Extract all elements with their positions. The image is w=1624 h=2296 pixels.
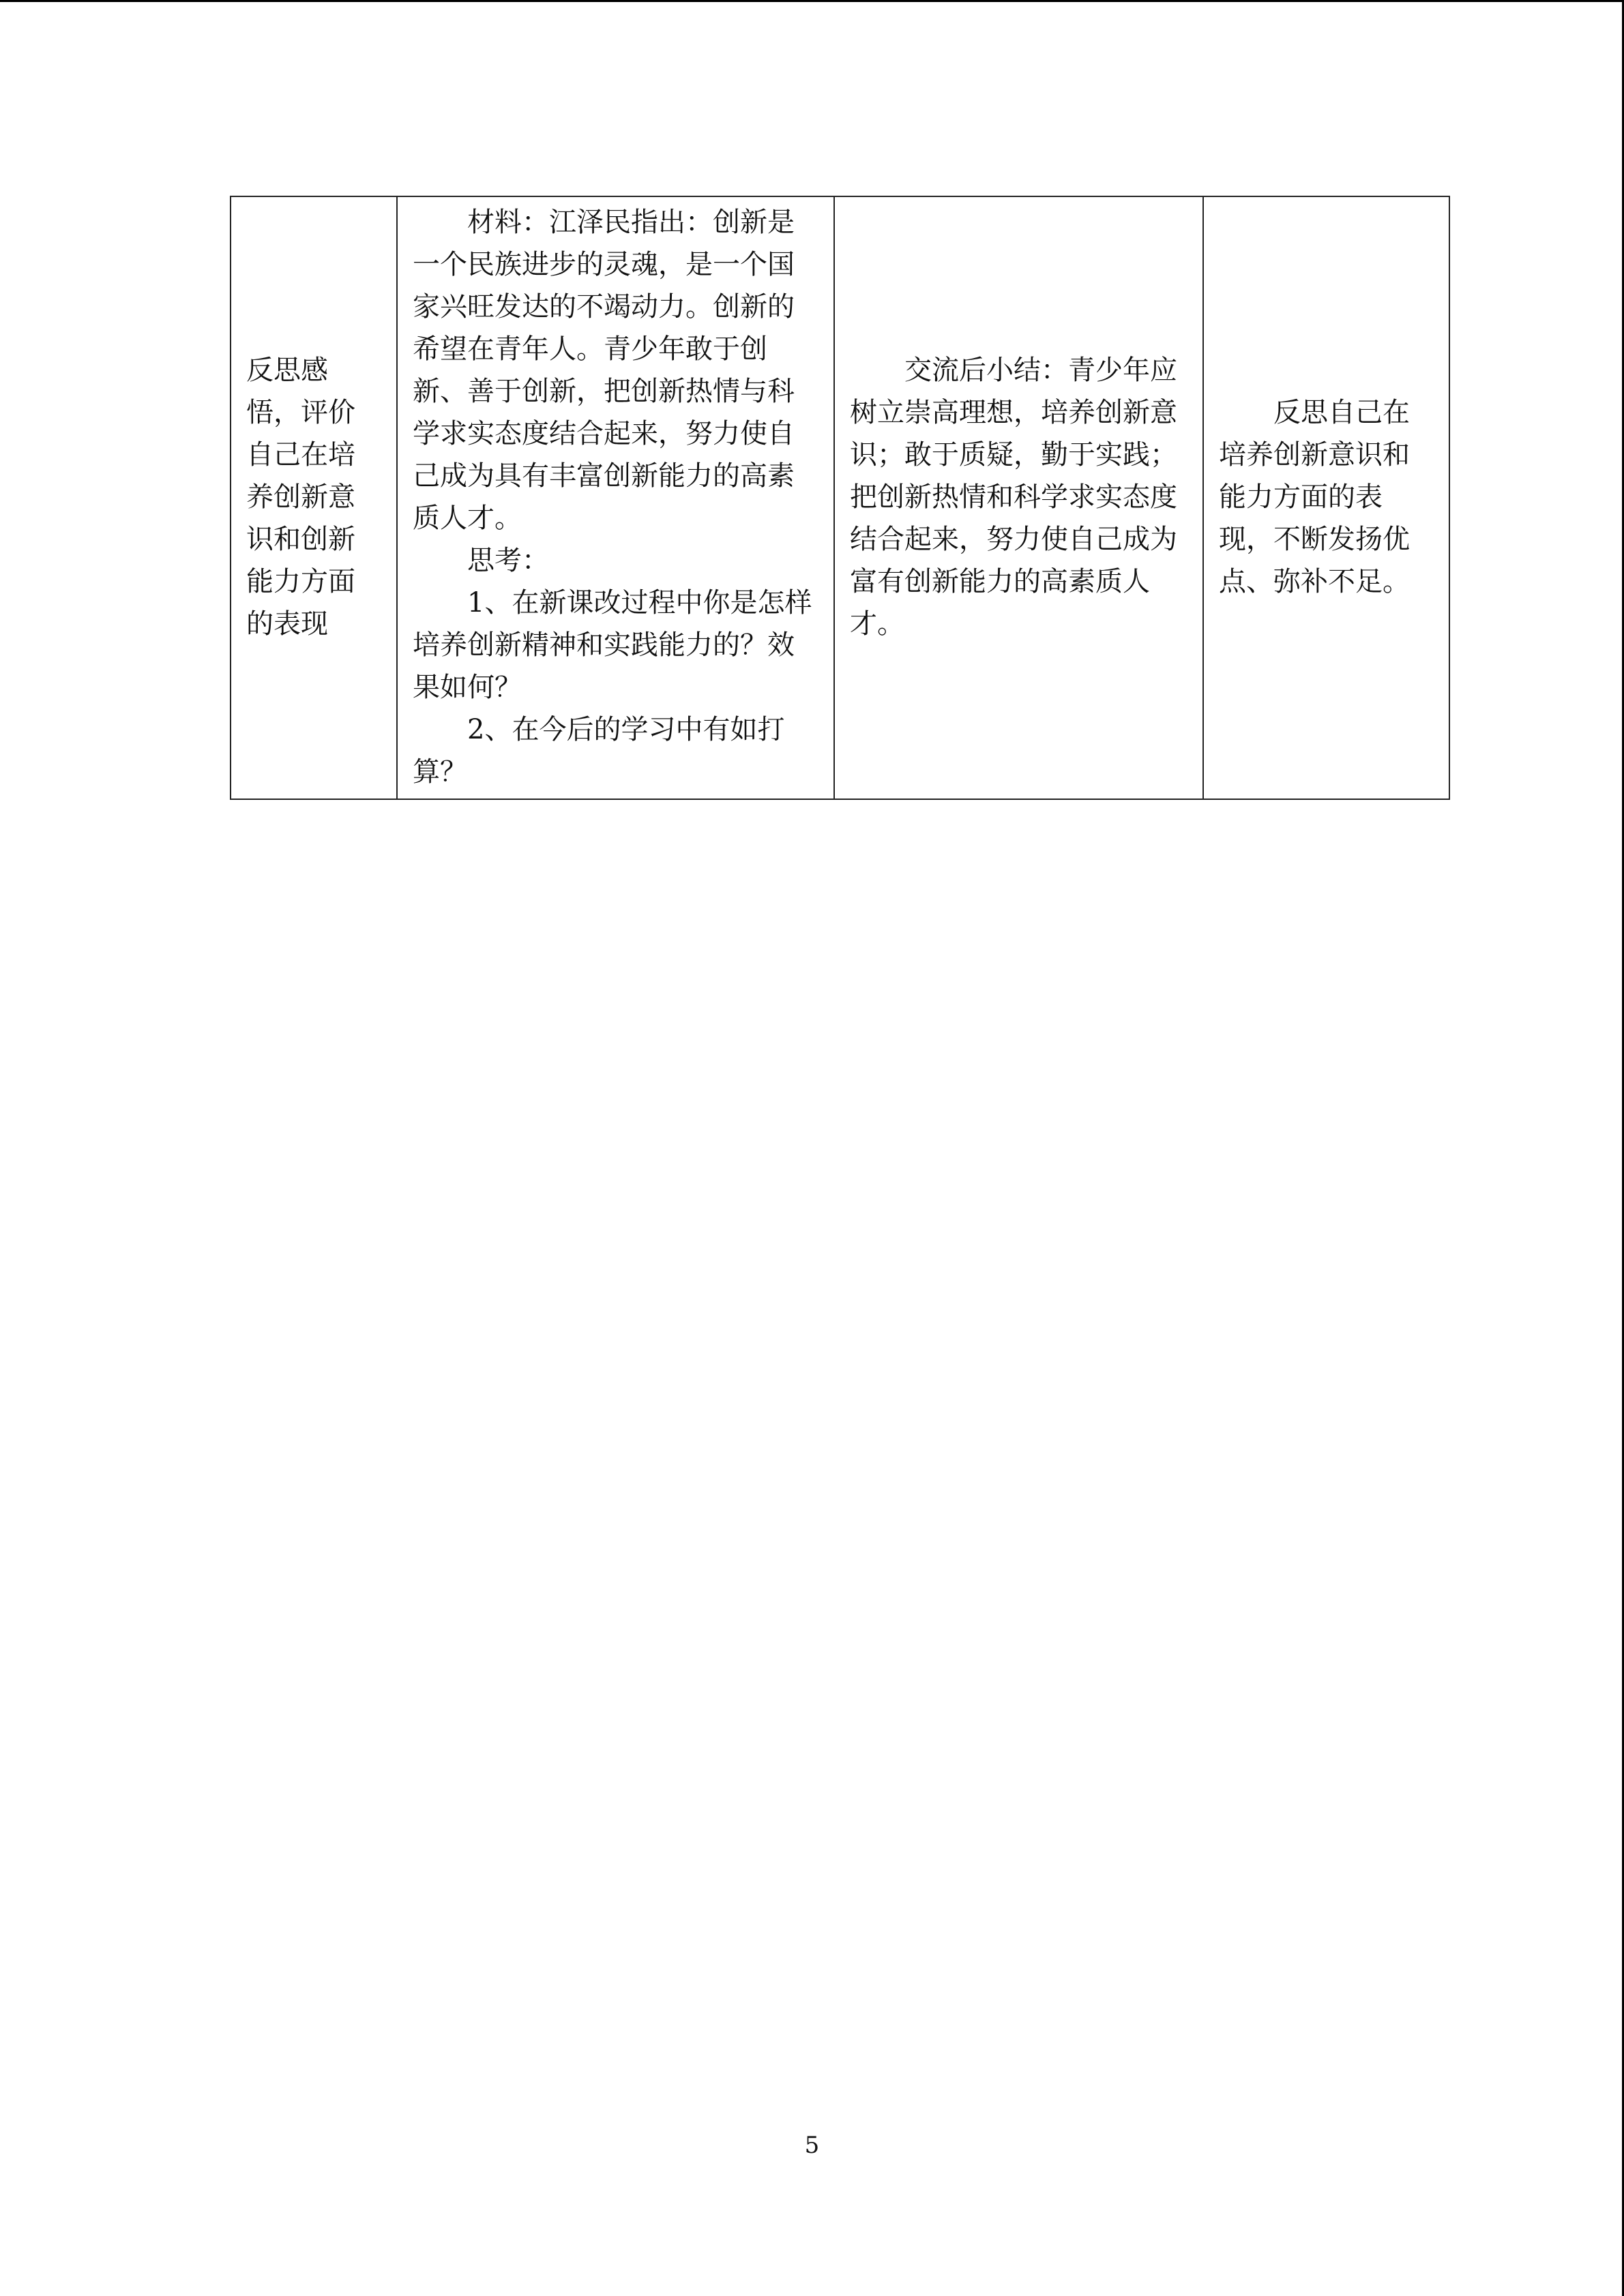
question-1: 1、在新课改过程中你是怎样培养创新精神和实践能力的？效果如何？ <box>413 587 812 703</box>
page-top-border <box>0 0 1624 2</box>
activity-text: 反思感悟，评价自己在培养创新意识和创新能力方面的表现 <box>246 355 355 640</box>
page-number: 5 <box>804 2132 820 2159</box>
activity-cell <box>231 196 397 799</box>
lesson-plan-table <box>230 196 1450 800</box>
material-paragraph: 材料：江泽民指出：创新是一个民族进步的灵魂，是一个国家兴旺发达的不竭动力。创新的希望在青年人。青少年敢于创新、善于创新，把创新热情与科学求实态度结合起来，努力使自己成为具有丰富创新能力的高素质人才。 <box>413 207 795 534</box>
teacher-summary-text: 交流后小结：青少年应树立崇高理想，培养创新意识；敢于质疑，勤于实践；把创新热情和科学求实态度结合起来，努力使自己成为富有创新能力的高素质人才。 <box>850 355 1177 640</box>
think-label: 思考： <box>467 545 549 576</box>
question-2: 2、在今后的学习中有如打算？ <box>413 714 785 788</box>
student-activity-text: 反思自己在培养创新意识和能力方面的表现，不断发扬优点、弥补不足。 <box>1219 397 1410 597</box>
materials-cell <box>397 196 834 799</box>
teacher-summary-cell <box>834 196 1203 799</box>
student-activity-cell <box>1203 196 1449 799</box>
table-row <box>231 196 1449 799</box>
